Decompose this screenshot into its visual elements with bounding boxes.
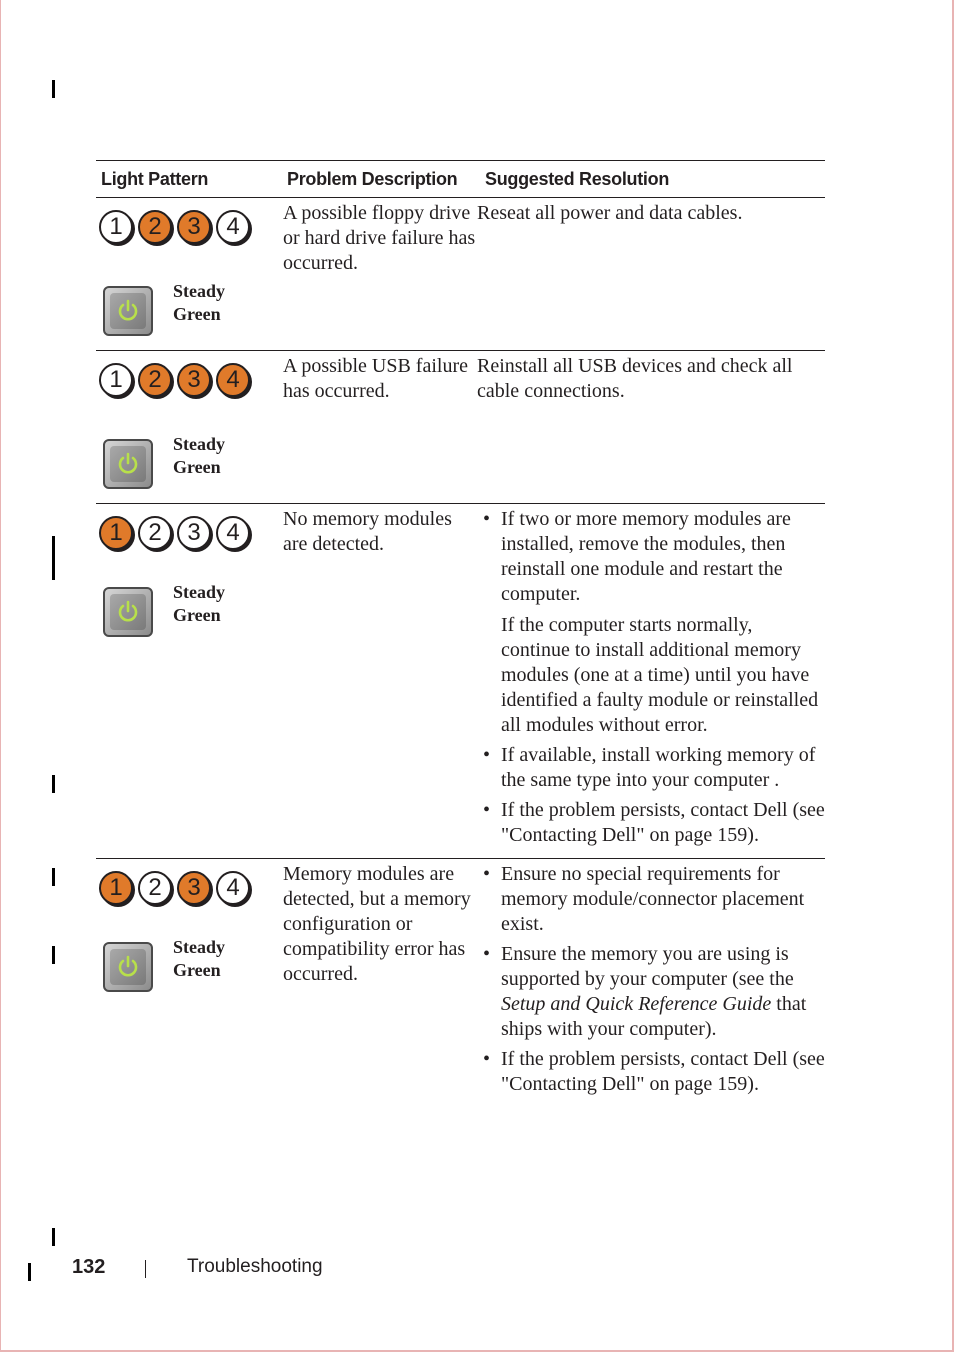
diagnostic-light-2: 2 bbox=[138, 210, 172, 244]
power-status-label: Steady Green bbox=[173, 434, 226, 477]
diagnostic-light-3: 3 bbox=[177, 516, 211, 550]
diagnostic-lights bbox=[99, 516, 250, 550]
power-button-icon bbox=[103, 439, 153, 489]
resolution-item bbox=[477, 942, 825, 1042]
problem-description: Memory modules are detected, but a memory configuration or compatibility error has occurred. bbox=[283, 863, 471, 985]
power-status-label: Steady Green bbox=[173, 937, 226, 980]
resolution-item: • If two or more memory modules are installed, remove the modules, then reinstall one module and restart the computer. bbox=[477, 507, 825, 607]
page-number: 132 bbox=[72, 1256, 106, 1278]
diagnostic-light-1: 1 bbox=[99, 871, 133, 905]
suggested-resolution: Reseat all power and data cables. bbox=[477, 202, 743, 224]
header-light-pattern: Light Pattern bbox=[101, 168, 209, 189]
light-pattern-cell bbox=[96, 198, 279, 350]
resolution-note: If the computer starts normally, continue to install additional memory modules (one at a time) until you have identified a faulty module or reinstalled all modules without error. bbox=[501, 614, 819, 736]
diagnostic-light-3: 3 bbox=[177, 871, 211, 905]
footer-separator bbox=[145, 1260, 146, 1278]
diagnostic-light-1: 1 bbox=[99, 363, 133, 397]
change-bar bbox=[52, 946, 55, 964]
change-bar bbox=[52, 775, 55, 793]
diagnostic-light-2: 2 bbox=[138, 871, 172, 905]
diagnostic-light-1: 1 bbox=[99, 516, 133, 550]
power-status-label: Steady Green bbox=[173, 281, 226, 324]
table-row bbox=[96, 504, 825, 859]
power-status-label: Steady Green bbox=[173, 582, 226, 625]
section-title: Troubleshooting bbox=[187, 1256, 323, 1277]
change-bar bbox=[52, 536, 55, 580]
diagnostic-light-4: 4 bbox=[216, 871, 250, 905]
problem-description: A possible floppy drive or hard drive failure has occurred. bbox=[283, 202, 476, 274]
header-suggested-resolution: Suggested Resolution bbox=[485, 168, 670, 189]
suggested-resolution: Reinstall all USB devices and check all cable connections. bbox=[477, 355, 793, 402]
resolution-item: • Ensure no special requirements for memory module/connector placement exist. bbox=[477, 862, 825, 937]
problem-description: A possible USB failure has occurred. bbox=[283, 355, 468, 402]
resolution-text: Ensure the memory you are using is supported by your computer (see the bbox=[501, 943, 794, 990]
diagnostic-lights bbox=[99, 363, 250, 397]
light-pattern-cell bbox=[96, 351, 279, 503]
diagnostic-light-4: 4 bbox=[216, 363, 250, 397]
resolution-item: • If available, install working memory of the same type into your computer . bbox=[477, 743, 825, 793]
change-bar bbox=[52, 80, 55, 98]
diagnostic-lights bbox=[99, 210, 250, 244]
light-pattern-cell bbox=[96, 504, 279, 858]
suggested-resolution bbox=[476, 859, 825, 1109]
table-row bbox=[96, 198, 825, 351]
table-row bbox=[96, 351, 825, 504]
diagnostic-light-4: 4 bbox=[216, 210, 250, 244]
diagnostic-lights bbox=[99, 871, 250, 905]
table-header bbox=[96, 160, 825, 198]
power-button-icon bbox=[103, 942, 153, 992]
resolution-item: • If the problem persists, contact Dell (see "Contacting Dell" on page 159). bbox=[477, 1047, 825, 1097]
diagnostic-light-3: 3 bbox=[177, 363, 211, 397]
header-problem-description: Problem Description bbox=[287, 168, 458, 189]
change-bar bbox=[52, 1228, 55, 1246]
suggested-resolution bbox=[476, 504, 825, 858]
guide-title: Setup and Quick Reference Guide bbox=[501, 993, 772, 1015]
diagnostic-light-2: 2 bbox=[138, 363, 172, 397]
problem-description: No memory modules are detected. bbox=[283, 508, 452, 555]
page-edge bbox=[0, 0, 1, 1352]
diagnostic-light-2: 2 bbox=[138, 516, 172, 550]
diagnostic-lights-table bbox=[96, 160, 825, 1109]
resolution-item: • If the problem persists, contact Dell (see "Contacting Dell" on page 159). bbox=[477, 798, 825, 848]
power-button-icon bbox=[103, 286, 153, 336]
page-footer bbox=[0, 1256, 954, 1286]
table-row bbox=[96, 859, 825, 1109]
diagnostic-light-1: 1 bbox=[99, 210, 133, 244]
change-bar bbox=[52, 868, 55, 886]
diagnostic-light-4: 4 bbox=[216, 516, 250, 550]
resolution-text: that ships with your computer). bbox=[501, 993, 807, 1040]
light-pattern-cell bbox=[96, 859, 279, 1109]
diagnostic-light-3: 3 bbox=[177, 210, 211, 244]
power-button-icon bbox=[103, 587, 153, 637]
